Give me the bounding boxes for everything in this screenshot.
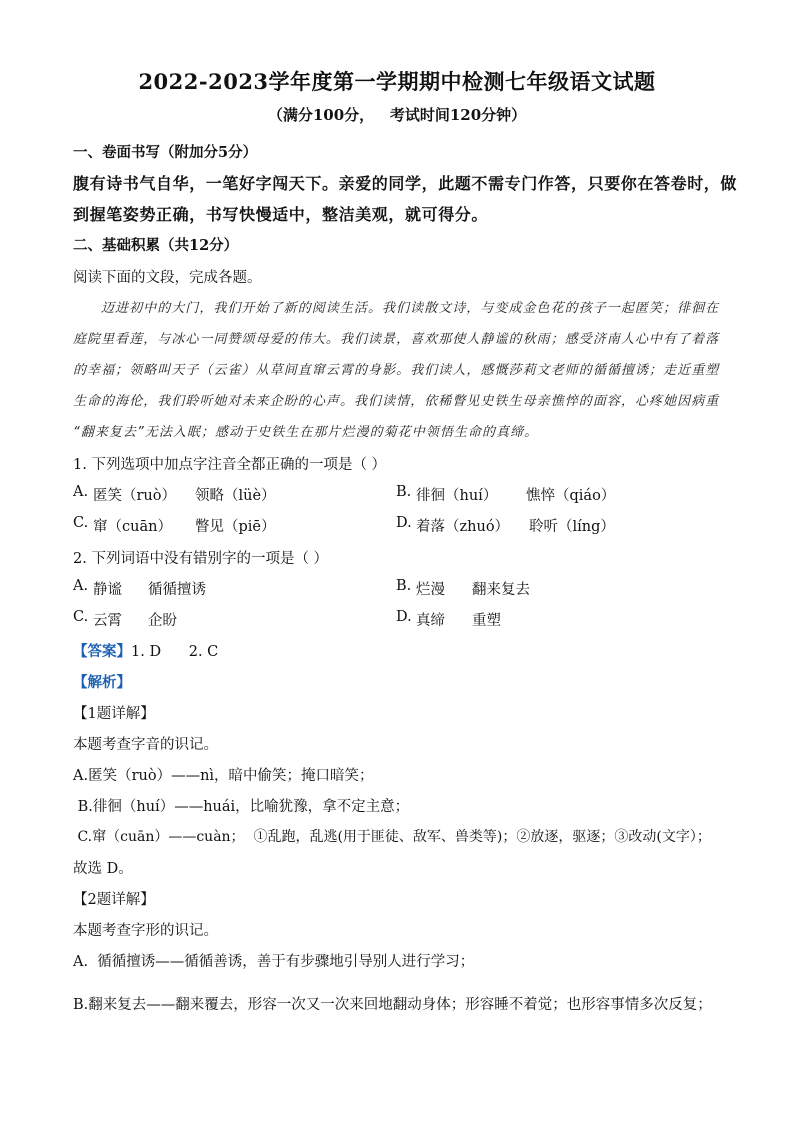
- page-title: 2022-2023学年度第一学期期中检测七年级语文试题: [138, 69, 656, 94]
- q2-detail-a: A. 循循擅诱——循循善诱，善于有步骤地引导别人进行学习；: [73, 954, 475, 970]
- q1-detail-c: C.窜（cuān）——cuàn； ①乱跑，乱逃(用于匪徒、敌军、兽类等)；②放逐，驱逐；③改动(文字）；: [73, 829, 711, 845]
- passage-line: 的幸福；领略叫天子（云雀）从草间直窜云霄的身影。我们读人，感慨莎莉文老师的循循擅诱；走近重塑: [73, 363, 720, 378]
- passage-line: “翻来复去”无法入眠；感动于史铁生在那片烂漫的菊花中领悟生命的真缔。: [73, 425, 539, 440]
- q2-detail-intro: 本题考查字形的识记。: [73, 923, 218, 939]
- section1-heading: 一、卷面书写（附加分5分）: [73, 144, 258, 161]
- section1-text-line1: 腹有诗书气自华，一笔好字闯天下。亲爱的同学，此题不需专门作答，只要你在答卷时，做: [73, 174, 738, 193]
- reading-instruction: 阅读下面的文段，完成各题。: [73, 270, 262, 286]
- q1-detail-intro: 本题考查字音的识记。: [73, 737, 218, 753]
- q2-option-b-word2: 翻来复去: [472, 582, 530, 598]
- q1-option-c-label: C.: [73, 515, 89, 531]
- q2-option-a-word2: 循循擅诱: [148, 582, 206, 598]
- passage-line: 庭院里看莲，与冰心一同赞颂母爱的伟大。我们读景，喜欢那使人静谧的秋雨；感受济南人心中有了着落: [73, 332, 720, 347]
- q2-detail-b: B.翻来复去——翻来覆去，形容一次又一次来回地翻动身体；形容睡不着觉；也形容事情多次反复；: [73, 997, 712, 1013]
- q1-option-c-word1: 窜（cuān）: [93, 519, 172, 535]
- q1-option-b-word2: 憔悴（qiáo）: [526, 488, 616, 504]
- q2-option-c-label: C.: [73, 609, 89, 625]
- q2-detail-heading: 【2题详解】: [73, 892, 155, 908]
- q1-detail-conclusion: 故选 D。: [73, 861, 133, 877]
- q2-option-c-word1: 云霄: [93, 613, 122, 629]
- q1-detail-b: B.徘徊（huí）——huái，比喻犹豫，拿不定主意；: [73, 799, 410, 815]
- q2-option-d-label: D.: [396, 609, 412, 625]
- q2-option-d-word2: 重塑: [472, 613, 501, 629]
- q2-option-a-label: A.: [73, 578, 89, 594]
- q1-option-b-word1: 徘徊（huí）: [416, 488, 498, 504]
- q2-stem: 2. 下列词语中没有错别字的一项是（ ）: [73, 551, 329, 567]
- q1-detail-a: A.匿笑（ruò）——nì，暗中偷笑；掩口暗笑；: [73, 768, 374, 784]
- q2-option-b-label: B.: [396, 578, 412, 594]
- answer-label: 【答案】: [73, 643, 131, 660]
- q2-option-d-word1: 真缔: [416, 613, 445, 629]
- passage-line: 生命的海伦，我们聆听她对未来企盼的心声。我们读情，依稀瞥见史铁生母亲憔悴的面容，心疼她因病重: [73, 394, 720, 409]
- q1-option-d-word1: 着落（zhuó）: [416, 519, 510, 535]
- answer-row: [73, 640, 218, 661]
- q1-option-c-word2: 瞥见（piē）: [195, 519, 276, 535]
- q2-option-a-word1: 静谧: [93, 582, 122, 598]
- q1-option-a-label: A.: [73, 484, 89, 500]
- section2-heading: 二、基础积累（共12分）: [73, 237, 239, 254]
- page-subtitle: （满分100分， 考试时间120分钟）: [267, 106, 527, 124]
- analysis-label: 【解析】: [73, 674, 131, 691]
- q1-detail-heading: 【1题详解】: [73, 706, 155, 722]
- answer-value: 1. D 2. C: [131, 644, 219, 660]
- q2-option-c-word2: 企盼: [148, 613, 177, 629]
- q1-option-d-word2: 聆听（líng）: [529, 519, 615, 535]
- section1-text-line2: 到握笔姿势正确，书写快慢适中，整洁美观，就可得分。: [73, 205, 489, 224]
- q1-option-a-word2: 领略（lüè）: [195, 488, 276, 504]
- q1-stem: 1. 下列选项中加点字注音全都正确的一项是（ ）: [73, 457, 387, 473]
- q1-option-a-word1: 匿笑（ruò）: [93, 488, 176, 504]
- q1-option-b-label: B.: [396, 484, 412, 500]
- q1-option-d-label: D.: [396, 515, 412, 531]
- passage-line: 迈进初中的大门，我们开始了新的阅读生活。我们读散文诗，与变成金色花的孩子一起匿笑；徘徊在: [101, 301, 720, 316]
- q2-option-b-word1: 烂漫: [416, 582, 445, 598]
